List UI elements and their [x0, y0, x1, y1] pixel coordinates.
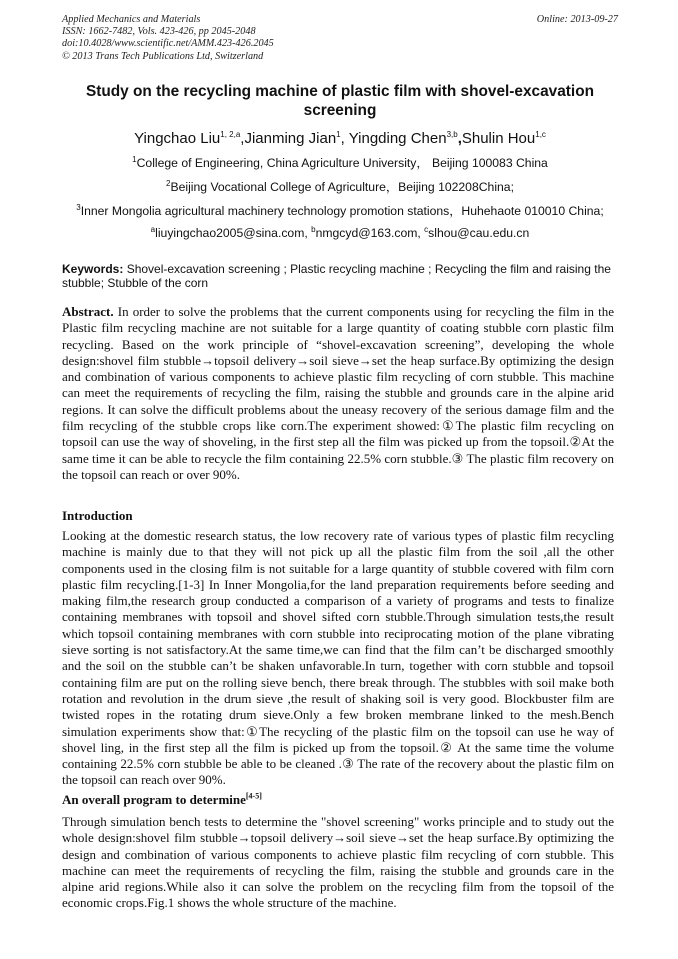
author-name: Yingding Chen	[348, 130, 447, 147]
online-date: Online: 2013-09-27	[536, 14, 618, 25]
email-sup: c	[424, 224, 429, 234]
keywords-label: Keywords:	[62, 262, 124, 276]
author-name: Jianming Jian	[244, 130, 337, 147]
abstract-label: Abstract.	[62, 304, 114, 319]
introduction-paragraph: Looking at the domestic research status, the low recovery rate of various types of plastic film recycling machine is mainly due to that they will not pick up all the plastic film from the soil ,all the other components used in the closing film is not suitable for a large quantity of stubble covered with film corn plastic film recycling.[1-3] In Inner Mongolia,for the land preparation requirements before seeding and making film,the research group conducted a comparison of a variety of programs and tests to finalize containing membranes with topsoil and shovel sifted corn stubble.Through simulation tests,the result which topsoil containing membranes with corn stubble into reciprocating motion of the plane vibrating sieve sorting is not satisfactory.At the same time,we can find that the film can’t be discharged smoothly and the soil on the stubble can’t be shaken unfavorable.In turn, together with corn stubble and topsoil containing film are put on the rolling sieve bench, there break through. The stubbles with soil make both rotation and revolution in the drum sieve ,the result of shaking soil is very good. Blockbuster film are twisted ropes in the rotating drum sieve.Only a few broken membrane linked to the mesh.Bench simulation experiments show that:①The recycling of the plastic film on the topsoil can use he way of shovel ling, in the first step all the film is picked up from the topsoil.② At the same time the volume containing 22.5% corn stubble be able to be cleaned .③ The rate of the recovery about the plastic film on the topsoil can reach over 90%.	[62, 528, 614, 788]
affiliation-sup: 1	[132, 154, 137, 164]
author-name: Shulin Hou	[461, 130, 536, 147]
author-affil-sup: 1	[336, 130, 341, 139]
author-sep: ,	[340, 130, 349, 147]
email-sup: b	[311, 224, 316, 234]
email-sup: a	[150, 224, 156, 234]
author-name: Yingchao Liu	[134, 130, 221, 147]
affiliation-sup: 3	[76, 202, 81, 212]
keywords-text: Shovel-excavation screening ; Plastic recycling machine ; Recycling the film and raising the stubble; Stubble of the corn	[62, 262, 611, 290]
keywords	[62, 262, 618, 290]
affiliation-2	[40, 180, 640, 194]
overall-heading-text: An overall program to determine	[62, 792, 246, 807]
author-sep: ,	[240, 130, 245, 147]
copyright-line: © 2013 Trans Tech Publications Ltd, Switzerland	[62, 50, 264, 62]
email-address: liuyingchao2005@sina.com,	[155, 226, 312, 240]
author-affil-sup: 3,b	[446, 130, 458, 139]
author-affil-sup: 1, 2,a	[220, 130, 241, 139]
overall-heading-citation: [4-5]	[245, 791, 262, 801]
affiliation-1	[40, 156, 640, 170]
email-address: nmgcyd@163.com,	[315, 226, 425, 240]
affiliation-text: Inner Mongolia agricultural machinery technology promotion stations，Huhehaote 010010 China;	[80, 204, 604, 218]
affiliation-3	[40, 204, 640, 218]
email-line	[40, 226, 640, 240]
journal-name: Applied Mechanics and Materials	[62, 14, 201, 25]
abstract-text: In order to solve the problems that the current components using for recycling the film in the Plastic film recycling machine are not suitable for a large quantity of coating stubble corn plastic film recycling. Based on the work principle of “shovel-excavation screening”, developing the whole design:shovel film stubble→topsoil delivery→soil sieve→set the heap surface.By optimizing the design and combination of various components to achieve plastic film recycling of corn stubble. This machine can meet the requirements of recycling the film, raising the stubble and grounds care in the alpine arid regions. It can solve the difficult problems about the uneasy recovery of the serious damage film and the film recycling of the stubble crops like corn.The experiment showed:①The plastic film recycling on topsoil can use the way of shoveling, in the first step all the film was picked up from the topsoil.②At the same time it can be able to recycle the film containing 22.5% corn stubble.③ The plastic film recovery on the topsoil can reach or over 90%.	[62, 304, 614, 482]
doi-line: doi:10.4028/www.scientific.net/AMM.423-426.2045	[62, 38, 274, 50]
author-sep: ,	[457, 130, 462, 147]
overall-program-heading	[62, 792, 262, 808]
author-affil-sup: 1,c	[535, 130, 546, 139]
author-list	[62, 130, 618, 148]
introduction-heading: Introduction	[62, 508, 133, 523]
issn-line: ISSN: 1662-7482, Vols. 423-426, pp 2045-2048	[62, 26, 256, 38]
affiliation-text: Beijing Vocational College of Agriculture，Beijing 102208China;	[170, 180, 514, 194]
affiliation-sup: 2	[166, 178, 171, 188]
email-address: slhou@cau.edu.cn	[428, 226, 530, 240]
abstract-paragraph	[62, 304, 614, 483]
overall-program-paragraph: Through simulation bench tests to determine the "shovel screening" works principle and to study out the whole design:shovel film stubble→topsoil delivery→soil sieve→set the heap surface.By optimizing the design and combination of various components to achieve plastic film recycling of corn stubble. This machine can meet the requirements of recycling the film, raising the stubble and grounds care in the alpine arid regions.While also it can solve the problem on the recycling film from the topsoil of the economic crops.Fig.1 shows the whole structure of the machine.	[62, 814, 614, 911]
paper-title: Study on the recycling machine of plastic film with shovel-excavation screening	[85, 83, 594, 119]
affiliation-text: College of Engineering, China Agriculture University， Beijing 100083 China	[136, 156, 548, 170]
journal-header	[62, 14, 274, 63]
